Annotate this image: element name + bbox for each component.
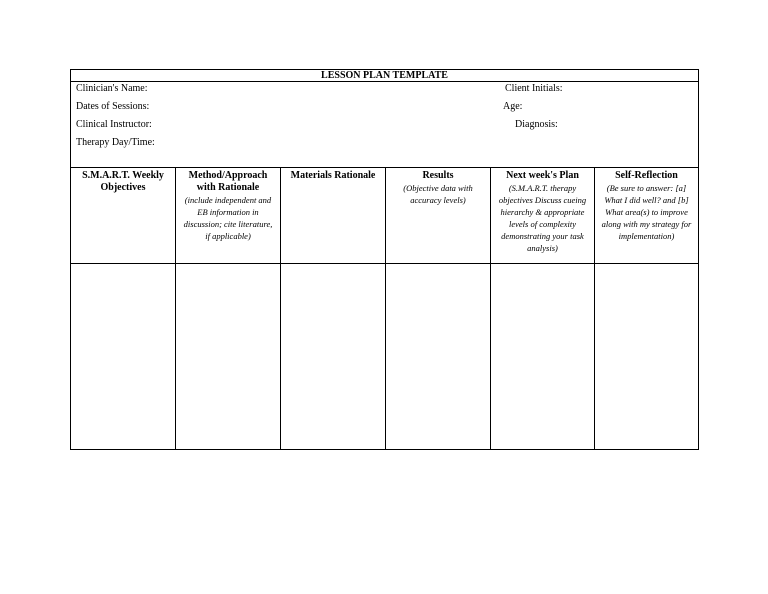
lesson-plan-table: [70, 69, 699, 450]
next-week-entry-cell[interactable]: [491, 264, 594, 450]
therapy-day-time-label: Therapy Day/Time:: [76, 137, 155, 148]
results-entry-cell[interactable]: [386, 264, 490, 450]
column-subtext: (S.M.A.R.T. therapy objectives Discuss cueing hierarchy & appropriate levels of complexity demonstrating your task analysis): [498, 183, 587, 253]
column-subtext: (include independent and EB information in discussion; cite literature, if applicable): [183, 195, 273, 241]
clinician-name-label: Clinician's Name:: [76, 83, 148, 94]
column-self-reflection: [594, 168, 698, 450]
column-heading: Self-Reflection: [615, 170, 678, 181]
column-header: [595, 168, 698, 264]
materials-entry-cell[interactable]: [281, 264, 385, 450]
column-results: [385, 168, 490, 450]
objectives-grid: [71, 167, 698, 450]
column-header: [491, 168, 594, 264]
column-heading: Next week's Plan: [506, 170, 579, 181]
self-reflection-entry-cell[interactable]: [595, 264, 698, 450]
method-entry-cell[interactable]: [176, 264, 280, 450]
column-heading: Method/Approach with Rationale: [188, 170, 268, 193]
client-initials-label: Client Initials:: [505, 83, 563, 94]
column-subtext: (Objective data with accuracy levels): [403, 183, 473, 205]
document-title: LESSON PLAN TEMPLATE: [71, 70, 698, 82]
dates-of-sessions-label: Dates of Sessions:: [76, 101, 150, 112]
column-header: [71, 168, 175, 264]
column-materials-rationale: [280, 168, 385, 450]
column-smart-objectives: [71, 168, 175, 450]
column-method-approach: [175, 168, 280, 450]
column-heading: S.M.A.R.T. Weekly Objectives: [82, 170, 164, 193]
column-next-week-plan: [490, 168, 594, 450]
column-header: [386, 168, 490, 264]
column-heading: Materials Rationale: [290, 170, 376, 181]
age-label: Age:: [503, 101, 523, 112]
column-subtext: (Be sure to answer: [a] What I did well? and [b] What area(s) to improve along with my strategy for implementation): [601, 183, 692, 241]
objectives-entry-cell[interactable]: [71, 264, 175, 450]
column-header: [176, 168, 280, 264]
column-header: [281, 168, 385, 264]
column-heading: Results: [422, 170, 454, 181]
clinical-instructor-label: Clinical Instructor:: [76, 119, 152, 130]
diagnosis-label: Diagnosis:: [515, 119, 558, 130]
